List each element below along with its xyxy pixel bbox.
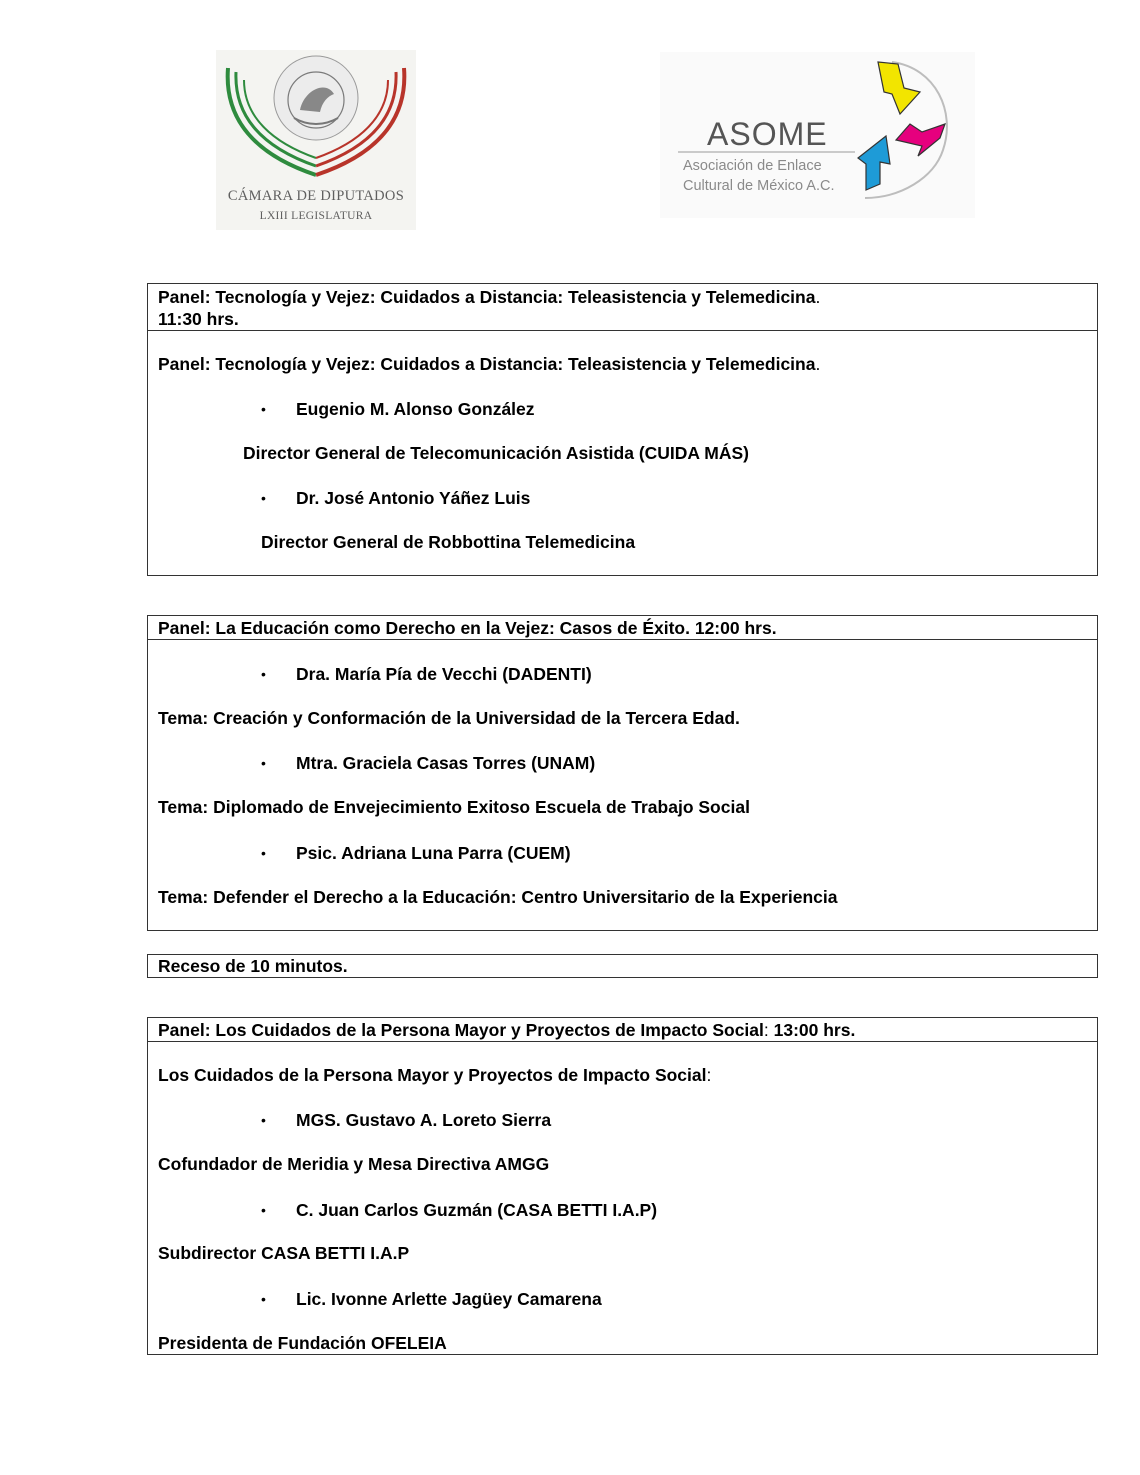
- speaker-luna: Psic. Adriana Luna Parra (CUEM): [296, 843, 571, 863]
- tema-casas: Tema: Diplomado de Envejecimiento Exitoso Escuela de Trabajo Social: [158, 797, 750, 817]
- panel-tecnologia-time: 11:30 hrs.: [158, 309, 239, 329]
- bullet-icon: •: [261, 1112, 266, 1128]
- role-guzman: Subdirector CASA BETTI I.A.P: [158, 1243, 410, 1263]
- panel-cuidados: [147, 1017, 1098, 1355]
- camara-emblem-icon: [216, 50, 416, 190]
- camara-legislatura: LXIII LEGISLATURA: [259, 210, 373, 222]
- panel-cuidados-subtitle: Los Cuidados de la Persona Mayor y Proyectos de Impacto Social:: [158, 1065, 712, 1085]
- panel-tecnologia: [147, 283, 1098, 576]
- tema-vecchi: Tema: Creación y Conformación de la Universidad de la Tercera Edad.: [158, 708, 740, 728]
- speaker-casas: Mtra. Graciela Casas Torres (UNAM): [296, 753, 596, 773]
- asome-name: ASOME: [707, 116, 828, 152]
- speaker-guzman: C. Juan Carlos Guzmán (CASA BETTI I.A.P): [296, 1200, 658, 1220]
- panel-cuidados-title: Panel: Los Cuidados de la Persona Mayor y Proyectos de Impacto Social: 13:00 hrs.: [158, 1020, 856, 1040]
- panel-tecnologia-title: Panel: Tecnología y Vejez: Cuidados a Distancia: Teleasistencia y Telemedicina.: [158, 354, 821, 374]
- role-loreto: Cofundador de Meridia y Mesa Directiva AMGG: [158, 1154, 550, 1174]
- tema-luna: Tema: Defender el Derecho a la Educación: Centro Universitario de la Experiencia: [158, 887, 838, 907]
- bullet-icon: •: [261, 1202, 266, 1218]
- speaker-vecchi: Dra. María Pía de Vecchi (DADENTI): [296, 664, 592, 684]
- speaker-alonso: Eugenio M. Alonso González: [296, 399, 535, 419]
- speaker-loreto: MGS. Gustavo A. Loreto Sierra: [296, 1110, 552, 1130]
- asome-logo: [660, 52, 975, 218]
- speaker-jaguey: Lic. Ivonne Arlette Jagüey Camarena: [296, 1289, 602, 1309]
- recess-text: Receso de 10 minutos.: [158, 956, 348, 976]
- role-alonso: Director General de Telecomunicación Asistida (CUIDA MÁS): [243, 443, 749, 463]
- bullet-icon: •: [261, 845, 266, 861]
- bullet-icon: •: [261, 401, 266, 417]
- speaker-yanez: Dr. José Antonio Yáñez Luis: [296, 488, 531, 508]
- panel-tecnologia-header-line1: Panel: Tecnología y Vejez: Cuidados a Distancia: Teleasistencia y Telemedicina.: [158, 287, 821, 307]
- bullet-icon: •: [261, 490, 266, 506]
- bullet-icon: •: [261, 1291, 266, 1307]
- bullet-icon: •: [261, 666, 266, 682]
- bullet-icon: •: [261, 755, 266, 771]
- recess-box: [147, 954, 1098, 978]
- camara-logo: [216, 50, 416, 230]
- asome-subtitle-1: Asociación de Enlace: [683, 158, 822, 174]
- panel-educacion-title: Panel: La Educación como Derecho en la Vejez: Casos de Éxito. 12:00 hrs.: [158, 618, 777, 638]
- role-jaguey: Presidenta de Fundación OFELEIA: [158, 1333, 447, 1353]
- role-yanez: Director General de Robbottina Telemedicina: [261, 532, 636, 552]
- panel-educacion: [147, 615, 1098, 931]
- camara-name: CÁMARA DE DIPUTADOS: [227, 188, 405, 204]
- asome-subtitle-2: Cultural de México A.C.: [683, 178, 835, 194]
